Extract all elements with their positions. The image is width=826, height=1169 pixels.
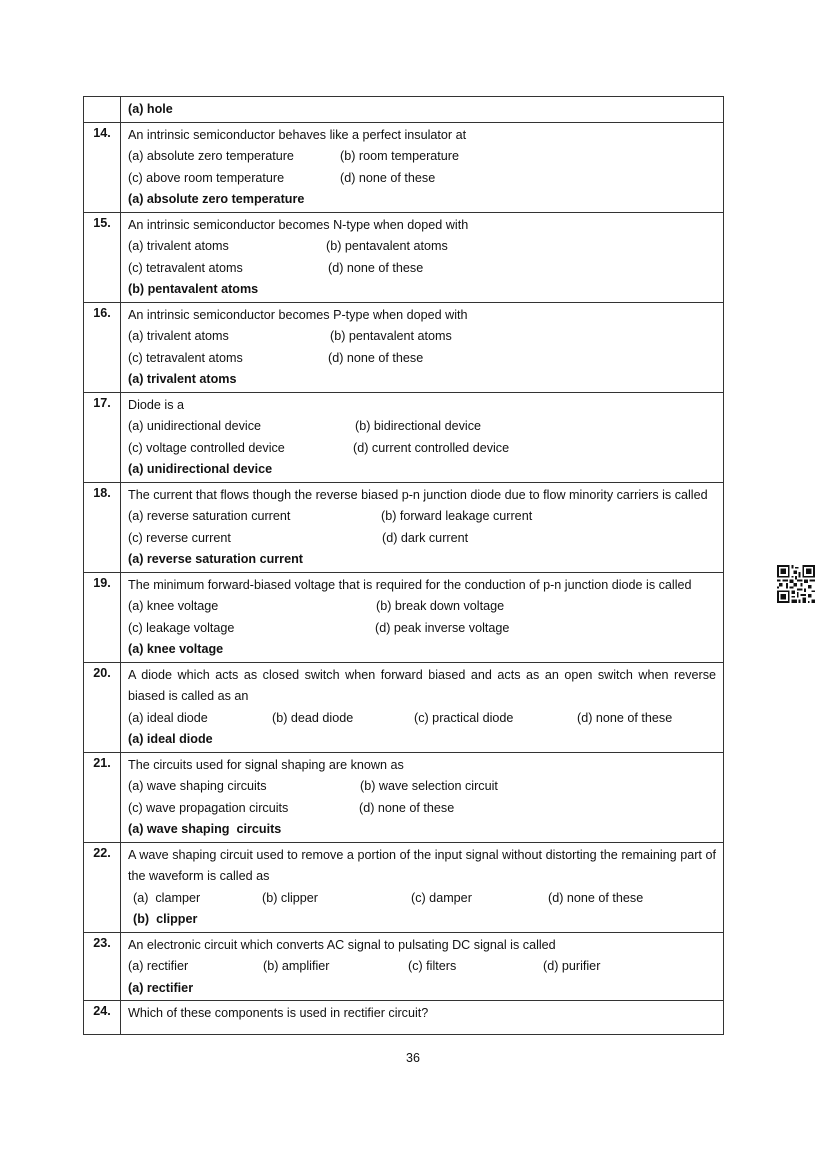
option: (c) voltage controlled device — [128, 440, 285, 455]
option: (a) rectifier — [128, 959, 189, 973]
question-number: 19. — [84, 572, 121, 662]
option: (c) reverse current — [128, 530, 231, 545]
option: (d) current controlled device — [353, 440, 510, 455]
options-row — [128, 708, 716, 730]
table-row — [84, 97, 724, 123]
question-number: 16. — [84, 302, 121, 392]
option: (b) pentavalent atoms — [326, 239, 448, 253]
option: (d) peak inverse voltage — [375, 620, 510, 635]
answer: (a) knee voltage — [128, 642, 224, 656]
table-row — [84, 932, 724, 1001]
question-cell — [121, 572, 724, 662]
answer: (a) hole — [128, 102, 173, 116]
table-row — [84, 482, 724, 572]
option: (b) break down voltage — [376, 599, 505, 613]
options-row — [128, 236, 716, 258]
option: (d) none of these — [577, 710, 673, 725]
options-row — [128, 168, 716, 190]
options-row — [128, 146, 716, 168]
option: (c) leakage voltage — [128, 620, 235, 635]
question-number: 14. — [84, 122, 121, 212]
answer: (b) clipper — [133, 912, 198, 926]
option: (d) none of these — [548, 890, 644, 905]
option: (b) forward leakage current — [381, 509, 533, 523]
question-text: The circuits used for signal shaping are known as — [128, 757, 404, 772]
table-row — [84, 212, 724, 302]
answer: (a) trivalent atoms — [128, 372, 237, 386]
table-row — [84, 302, 724, 392]
page-number: 36 — [406, 1051, 420, 1065]
options-row — [128, 438, 716, 460]
question-cell — [121, 392, 724, 482]
option: (c) damper — [411, 890, 472, 905]
option: (d) dark current — [382, 530, 469, 545]
options-row — [128, 326, 716, 348]
option: (d) none of these — [340, 170, 436, 185]
options-row — [128, 416, 716, 438]
question-number: 24. — [84, 1001, 121, 1035]
options-row — [128, 956, 716, 978]
question-text: The minimum forward-biased voltage that is required for the conduction of p-n junction diode is called — [128, 577, 692, 592]
option: (b) room temperature — [340, 149, 459, 163]
option: (d) none of these — [328, 260, 424, 275]
answer: (a) ideal diode — [128, 732, 213, 746]
question-text: Diode is a — [128, 397, 185, 412]
option: (b) dead diode — [272, 710, 354, 725]
table-row — [84, 572, 724, 662]
options-row — [128, 888, 716, 910]
option: (b) amplifier — [263, 959, 330, 973]
options-row — [128, 776, 716, 798]
question-text: A wave shaping circuit used to remove a portion of the input signal without distorting the remaining part of the waveform is called as — [128, 847, 716, 883]
option: (a) reverse saturation current — [128, 509, 291, 523]
options-row — [128, 596, 716, 618]
option: (c) tetravalent atoms — [128, 260, 243, 275]
question-number: 20. — [84, 662, 121, 752]
option: (c) practical diode — [414, 710, 514, 725]
option: (d) none of these — [359, 800, 455, 815]
question-cell — [121, 662, 724, 752]
question-number: 15. — [84, 212, 121, 302]
question-number-cell — [84, 97, 121, 123]
option: (a) wave shaping circuits — [128, 779, 267, 793]
question-text: Which of these components is used in rectifier circuit? — [128, 1006, 429, 1020]
question-text: An intrinsic semiconductor becomes N-type when doped with — [128, 217, 469, 232]
option: (a) clamper — [133, 890, 201, 905]
question-number: 23. — [84, 932, 121, 1001]
options-row — [128, 258, 716, 280]
answer: (a) wave shaping circuits — [128, 822, 282, 836]
option: (a) unidirectional device — [128, 419, 262, 433]
answer: (a) unidirectional device — [128, 462, 273, 476]
answer: (b) pentavalent atoms — [128, 282, 259, 296]
question-cell — [121, 302, 724, 392]
question-text: An intrinsic semiconductor behaves like a perfect insulator at — [128, 127, 467, 142]
question-text: A diode which acts as closed switch when forward biased and acts as an open switch when reverse biased is called as an — [128, 667, 716, 703]
options-row — [128, 348, 716, 370]
question-number: 18. — [84, 482, 121, 572]
table-row — [84, 122, 724, 212]
question-cell — [121, 212, 724, 302]
options-row — [128, 618, 716, 640]
option: (d) none of these — [328, 350, 424, 365]
question-cell — [121, 842, 724, 932]
question-cell — [121, 482, 724, 572]
question-number: 21. — [84, 752, 121, 842]
answer: (a) absolute zero temperature — [128, 192, 305, 206]
option: (c) wave propagation circuits — [128, 800, 289, 815]
question-cell — [121, 752, 724, 842]
option: (a) knee voltage — [128, 599, 219, 613]
option: (a) trivalent atoms — [128, 239, 229, 253]
options-row — [128, 528, 716, 550]
question-number: 17. — [84, 392, 121, 482]
table-row — [84, 1001, 724, 1035]
answer: (a) reverse saturation current — [128, 552, 303, 566]
option: (a) trivalent atoms — [128, 329, 229, 343]
question-cell — [121, 1001, 724, 1035]
option: (b) wave selection circuit — [360, 779, 498, 793]
option: (c) tetravalent atoms — [128, 350, 243, 365]
table-row — [84, 842, 724, 932]
question-cell — [121, 932, 724, 1001]
question-text: An intrinsic semiconductor becomes P-type when doped with — [128, 307, 468, 322]
option: (a) ideal diode — [128, 710, 208, 725]
table-row — [84, 392, 724, 482]
questions-table — [83, 96, 724, 1035]
option: (a) absolute zero temperature — [128, 149, 294, 163]
option: (c) filters — [408, 959, 457, 973]
options-row — [128, 798, 716, 820]
option: (b) clipper — [262, 890, 318, 905]
qr-code-icon — [777, 565, 815, 603]
table-row — [84, 662, 724, 752]
table-row — [84, 752, 724, 842]
option: (b) pentavalent atoms — [330, 329, 452, 343]
option: (c) above room temperature — [128, 170, 285, 185]
question-cell — [121, 97, 724, 123]
question-cell — [121, 122, 724, 212]
options-row — [128, 506, 716, 528]
question-text: An electronic circuit which converts AC signal to pulsating DC signal is called — [128, 937, 556, 952]
question-text: The current that flows though the reverse biased p-n junction diode due to flow minority carriers is called — [128, 487, 708, 502]
option: (b) bidirectional device — [355, 419, 481, 433]
answer: (a) rectifier — [128, 980, 194, 995]
option: (d) purifier — [543, 959, 601, 973]
question-number: 22. — [84, 842, 121, 932]
